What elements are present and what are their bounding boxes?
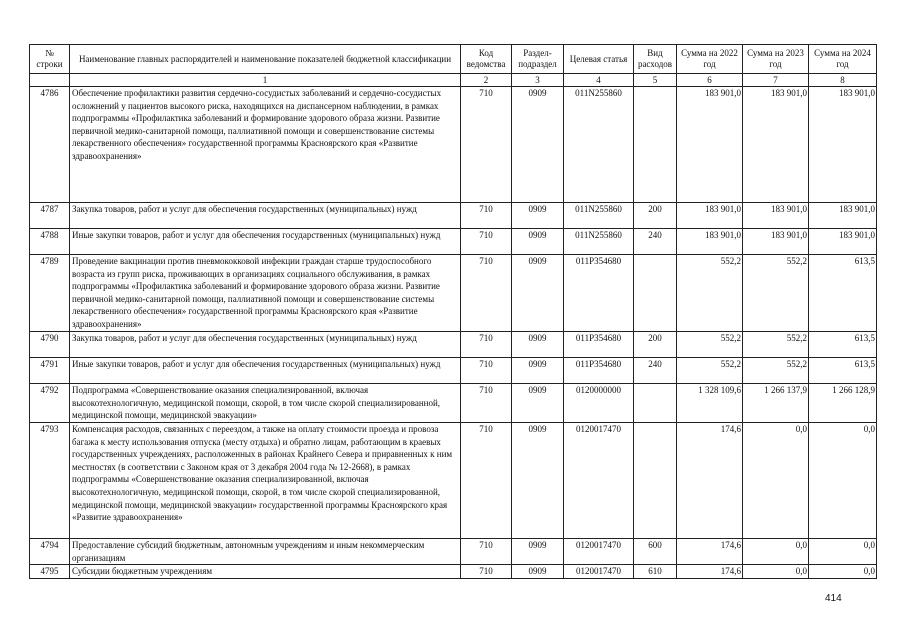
row-name-cell: Субсидии бюджетным учреждениям xyxy=(70,565,461,579)
row-name-cell: Компенсация расходов, связанных с переездом, а также на оплату стоимости проезда и провоза багажа к месту использования отпуска (месту отдыха) и обратно лицам, работающим в краевых государственных учреждениях, расположенных в районах Крайнего Севера и приравненных к ним местностях (в соответствии с Законом края от 3 декабря 2004 года № 12-2668), в рамках подпрограммы «Совершенствование оказания специализированной, включая высокотехнологичную, медицинской помощи, скорой, в том числе скорой специализированной, медицинской помощи, медицинской эвакуации» государственной программы Красноярского края «Развитие здравоохранения» xyxy=(70,423,461,539)
row-number-cell: 4789 xyxy=(30,255,70,332)
header-sum-2022: Сумма на 2022 год xyxy=(677,45,743,74)
header-target: Целевая статья xyxy=(564,45,634,74)
sum-2022-cell: 183 901,0 xyxy=(677,87,743,203)
row-name-cell: Подпрограмма «Совершенствование оказания специализированной, включая высокотехнологичную, медицинской помощи, скорой, в том числе скорой специализированной, медицинской помощи, медицинской эвакуации» xyxy=(70,384,461,423)
column-number: 3 xyxy=(512,74,564,87)
sum-2022-cell: 174,6 xyxy=(677,539,743,565)
target-code-cell: 011P354680 xyxy=(564,358,634,384)
sum-2024-cell: 1 266 128,9 xyxy=(809,384,877,423)
column-number: 6 xyxy=(677,74,743,87)
row-number-cell: 4792 xyxy=(30,384,70,423)
row-number-cell: 4788 xyxy=(30,229,70,255)
ministry-code-cell: 710 xyxy=(461,539,512,565)
section-code-cell: 0909 xyxy=(512,423,564,539)
sum-2023-cell: 552,2 xyxy=(743,358,809,384)
section-code-cell: 0909 xyxy=(512,332,564,358)
target-code-cell: 0120017470 xyxy=(564,423,634,539)
table-row xyxy=(30,358,877,384)
section-code-cell: 0909 xyxy=(512,539,564,565)
target-code-cell: 011N255860 xyxy=(564,203,634,229)
expense-type-cell: 240 xyxy=(634,358,677,384)
sum-2023-cell: 552,2 xyxy=(743,332,809,358)
column-number xyxy=(30,74,70,87)
sum-2023-cell: 183 901,0 xyxy=(743,229,809,255)
row-name-cell: Иные закупки товаров, работ и услуг для обеспечения государственных (муниципальных) нужд xyxy=(70,229,461,255)
target-code-cell: 011P354680 xyxy=(564,255,634,332)
table-body xyxy=(30,87,877,579)
section-code-cell: 0909 xyxy=(512,203,564,229)
row-name-cell: Закупка товаров, работ и услуг для обеспечения государственных (муниципальных) нужд xyxy=(70,203,461,229)
sum-2024-cell: 183 901,0 xyxy=(809,229,877,255)
table-row xyxy=(30,332,877,358)
sum-2024-cell: 613,5 xyxy=(809,255,877,332)
row-number-cell: 4790 xyxy=(30,332,70,358)
section-code-cell: 0909 xyxy=(512,87,564,203)
column-number: 5 xyxy=(634,74,677,87)
ministry-code-cell: 710 xyxy=(461,203,512,229)
row-number-cell: 4786 xyxy=(30,87,70,203)
table-row xyxy=(30,203,877,229)
sum-2024-cell: 613,5 xyxy=(809,332,877,358)
target-code-cell: 0120000000 xyxy=(564,384,634,423)
sum-2023-cell: 552,2 xyxy=(743,255,809,332)
expense-type-cell xyxy=(634,384,677,423)
ministry-code-cell: 710 xyxy=(461,255,512,332)
row-name-cell: Закупка товаров, работ и услуг для обеспечения государственных (муниципальных) нужд xyxy=(70,332,461,358)
section-code-cell: 0909 xyxy=(512,565,564,579)
row-name-cell: Предоставление субсидий бюджетным, автономным учреждениям и иным некоммерческим организациям xyxy=(70,539,461,565)
sum-2023-cell: 0,0 xyxy=(743,539,809,565)
sum-2024-cell: 0,0 xyxy=(809,565,877,579)
sum-2022-cell: 183 901,0 xyxy=(677,203,743,229)
expense-type-cell xyxy=(634,87,677,203)
row-number-cell: 4787 xyxy=(30,203,70,229)
table-row xyxy=(30,423,877,539)
header-row xyxy=(30,45,877,74)
target-code-cell: 011N255860 xyxy=(564,87,634,203)
row-name-cell: Иные закупки товаров, работ и услуг для обеспечения государственных (муниципальных) нужд xyxy=(70,358,461,384)
sum-2022-cell: 174,6 xyxy=(677,565,743,579)
column-number: 8 xyxy=(809,74,877,87)
header-name: Наименование главных распорядителей и наименование показателей бюджетной классификации xyxy=(70,45,461,74)
sum-2022-cell: 183 901,0 xyxy=(677,229,743,255)
section-code-cell: 0909 xyxy=(512,229,564,255)
expense-type-cell xyxy=(634,423,677,539)
table-row xyxy=(30,229,877,255)
expense-type-cell xyxy=(634,255,677,332)
sum-2023-cell: 183 901,0 xyxy=(743,203,809,229)
table-row xyxy=(30,384,877,423)
table-row xyxy=(30,87,877,203)
sum-2023-cell: 1 266 137,9 xyxy=(743,384,809,423)
sum-2022-cell: 174,6 xyxy=(677,423,743,539)
section-code-cell: 0909 xyxy=(512,384,564,423)
column-number: 7 xyxy=(743,74,809,87)
row-number-cell: 4793 xyxy=(30,423,70,539)
section-code-cell: 0909 xyxy=(512,255,564,332)
column-number: 2 xyxy=(461,74,512,87)
expense-type-cell: 240 xyxy=(634,229,677,255)
header-sum-2024: Сумма на 2024 год xyxy=(809,45,877,74)
ministry-code-cell: 710 xyxy=(461,358,512,384)
row-name-cell: Проведение вакцинации против пневмококковой инфекции граждан старше трудоспособного возраста из групп риска, проживающих в организациях социального обслуживания, в рамках подпрограммы «Профилактика заболеваний и формирование здорового образа жизни. Развитие первичной медико-санитарной помощи, паллиативной помощи и совершенствование системы лекарственного обеспечения» государственной программы Красноярского края «Развитие здравоохранения» xyxy=(70,255,461,332)
sum-2022-cell: 552,2 xyxy=(677,358,743,384)
ministry-code-cell: 710 xyxy=(461,565,512,579)
sum-2022-cell: 552,2 xyxy=(677,255,743,332)
header-section: Раздел-подраздел xyxy=(512,45,564,74)
expense-type-cell: 200 xyxy=(634,332,677,358)
page-number: 414 xyxy=(825,593,842,604)
header-sum-2023: Сумма на 2023 год xyxy=(743,45,809,74)
row-number-cell: 4794 xyxy=(30,539,70,565)
sum-2024-cell: 0,0 xyxy=(809,423,877,539)
sum-2023-cell: 0,0 xyxy=(743,423,809,539)
sum-2023-cell: 0,0 xyxy=(743,565,809,579)
section-code-cell: 0909 xyxy=(512,358,564,384)
column-number: 4 xyxy=(564,74,634,87)
target-code-cell: 011N255860 xyxy=(564,229,634,255)
sum-2022-cell: 1 328 109,6 xyxy=(677,384,743,423)
row-number-cell: 4791 xyxy=(30,358,70,384)
expense-type-cell: 610 xyxy=(634,565,677,579)
sum-2022-cell: 552,2 xyxy=(677,332,743,358)
table-row xyxy=(30,255,877,332)
target-code-cell: 011P354680 xyxy=(564,332,634,358)
row-name-cell: Обеспечение профилактики развития сердечно-сосудистых заболеваний и сердечно-сосудистых осложнений у пациентов высокого риска, находящихся на диспансерном наблюдении, в рамках подпрограммы «Профилактика заболеваний и формирование здорового образа жизни. Развитие первичной медико-санитарной помощи, паллиативной помощи и совершенствование системы лекарственного обеспечения» государственной программы Красноярского края «Развитие здравоохранения» xyxy=(70,87,461,203)
row-number-cell: 4795 xyxy=(30,565,70,579)
sum-2024-cell: 183 901,0 xyxy=(809,87,877,203)
expense-type-cell: 200 xyxy=(634,203,677,229)
sum-2023-cell: 183 901,0 xyxy=(743,87,809,203)
ministry-code-cell: 710 xyxy=(461,384,512,423)
target-code-cell: 0120017470 xyxy=(564,565,634,579)
header-ministry-code: Код ведомства xyxy=(461,45,512,74)
budget-table xyxy=(29,44,877,579)
sum-2024-cell: 0,0 xyxy=(809,539,877,565)
expense-type-cell: 600 xyxy=(634,539,677,565)
sum-2024-cell: 613,5 xyxy=(809,358,877,384)
header-row-no: № строки xyxy=(30,45,70,74)
table-row xyxy=(30,539,877,565)
sum-2024-cell: 183 901,0 xyxy=(809,203,877,229)
header-expense-type: Вид расходов xyxy=(634,45,677,74)
column-number: 1 xyxy=(70,74,461,87)
column-number-row xyxy=(30,74,877,87)
table-row xyxy=(30,565,877,579)
ministry-code-cell: 710 xyxy=(461,423,512,539)
ministry-code-cell: 710 xyxy=(461,229,512,255)
ministry-code-cell: 710 xyxy=(461,332,512,358)
ministry-code-cell: 710 xyxy=(461,87,512,203)
target-code-cell: 0120017470 xyxy=(564,539,634,565)
